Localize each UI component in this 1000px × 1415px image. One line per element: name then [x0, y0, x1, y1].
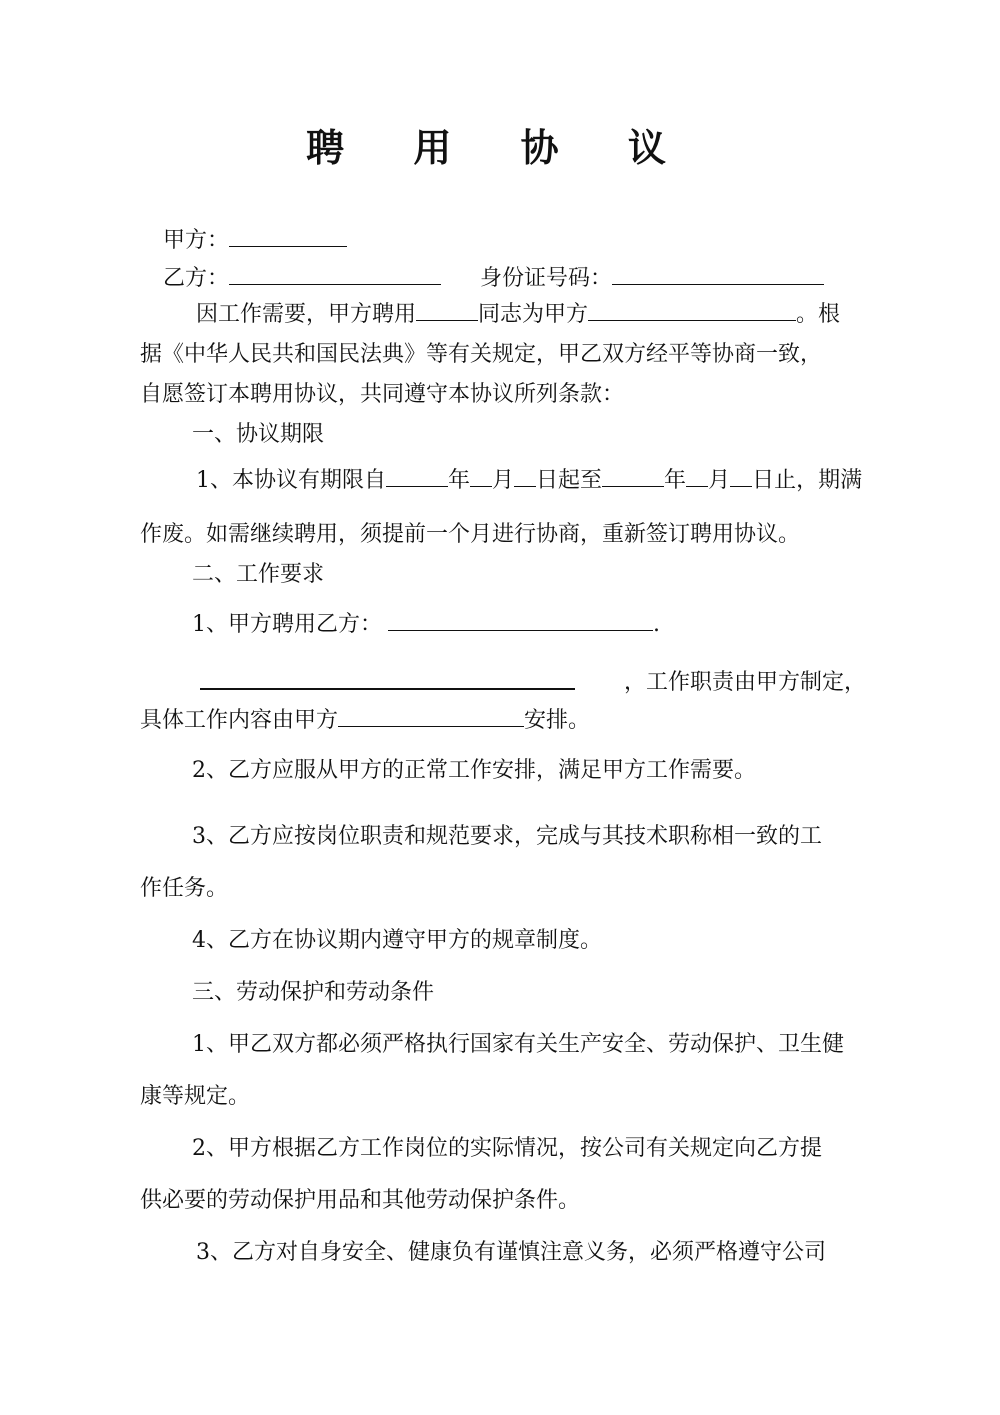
start-month-blank[interactable]	[470, 466, 492, 487]
sec3-clause-1-line-1: 1、甲乙双方都必须严格执行国家有关生产安全、劳动保护、卫生健	[192, 1032, 844, 1057]
arranger-blank[interactable]	[338, 706, 524, 727]
party-a-line	[163, 226, 347, 256]
sec3-clause-1-line-2: 康等规定。	[140, 1084, 251, 1109]
start-day-blank[interactable]	[514, 466, 536, 487]
party-b-blank[interactable]	[229, 264, 441, 285]
sec3-clause-2-line-1: 2、甲方根据乙方工作岗位的实际情况，按公司有关规定向乙方提	[192, 1136, 822, 1161]
sec2-clause-1-line-3	[140, 706, 590, 736]
sec1-c1-text-year2: 年	[664, 468, 687, 493]
document-title: 聘 用 协 议	[306, 125, 694, 170]
sec1-c1-text-month2: 月	[708, 468, 731, 493]
end-month-blank[interactable]	[686, 466, 708, 487]
sec1-c1-text-end: 日止，期满	[752, 468, 863, 493]
id-line	[480, 264, 824, 294]
section-1-heading: 一、协议期限	[192, 422, 325, 447]
id-blank[interactable]	[612, 264, 824, 285]
sec2-clause-1-line-2: ，工作职责由甲方制定，	[624, 670, 867, 695]
position-blank[interactable]	[588, 300, 796, 321]
section-3-heading: 三、劳动保护和劳动条件	[192, 980, 435, 1005]
sec3-clause-2-line-2: 供必要的劳动保护用品和其他劳动保护条件。	[140, 1188, 581, 1213]
start-year-blank[interactable]	[386, 466, 448, 487]
sec1-c1-text-a: 1、本协议有期限自	[196, 468, 386, 493]
party-b-line	[163, 264, 441, 294]
party-b-label: 乙方：	[163, 266, 230, 291]
sec1-clause-1-line-2: 作废。如需继续聘用，须提前一个月进行协商，重新签订聘用协议。	[140, 522, 801, 547]
sec1-c1-text-year: 年	[448, 468, 471, 493]
hire-as-blank[interactable]	[388, 610, 653, 631]
sec2-clause-2: 2、乙方应服从甲方的正常工作安排，满足甲方工作需要。	[192, 758, 756, 783]
end-year-blank[interactable]	[602, 466, 664, 487]
intro-text-c: 。根	[796, 302, 841, 327]
sec2-clause-3-line-1: 3、乙方应按岗位职责和规范要求，完成与其技术职称相一致的工	[192, 824, 822, 849]
comrade-name-blank[interactable]	[416, 300, 478, 321]
intro-line-1	[196, 300, 840, 330]
sec1-c1-text-month: 月	[492, 468, 515, 493]
intro-line-2: 据《中华人民共和国民法典》等有关规定，甲乙双方经平等协商一致，	[140, 342, 823, 367]
end-day-blank[interactable]	[730, 466, 752, 487]
sec1-c1-text-to: 日起至	[536, 468, 603, 493]
intro-text-b: 同志为甲方	[478, 302, 589, 327]
sec2-clause-4: 4、乙方在协议期内遵守甲方的规章制度。	[192, 928, 602, 953]
party-a-label: 甲方：	[163, 228, 230, 253]
section-2-heading: 二、工作要求	[192, 562, 325, 587]
intro-text-a: 因工作需要，甲方聘用	[196, 302, 417, 327]
sec2-c1-dot: .	[653, 612, 660, 637]
sec2-clause-1-line-1	[192, 610, 660, 640]
id-label: 身份证号码：	[480, 266, 613, 291]
duty-blank[interactable]	[200, 668, 575, 690]
sec2-c1-text-a: 1、甲方聘用乙方：	[192, 612, 382, 637]
sec3-clause-3-line-1: 3、乙方对自身安全、健康负有谨慎注意义务，必须严格遵守公司	[196, 1240, 826, 1265]
sec1-clause-1-line-1	[196, 466, 862, 496]
sec2-c1-l3-text-b: 安排。	[524, 708, 591, 733]
party-a-blank[interactable]	[229, 226, 347, 247]
intro-line-3: 自愿签订本聘用协议，共同遵守本协议所列条款：	[140, 382, 625, 407]
sec2-clause-3-line-2: 作任务。	[140, 876, 229, 901]
sec2-c1-l3-text-a: 具体工作内容由甲方	[140, 708, 339, 733]
